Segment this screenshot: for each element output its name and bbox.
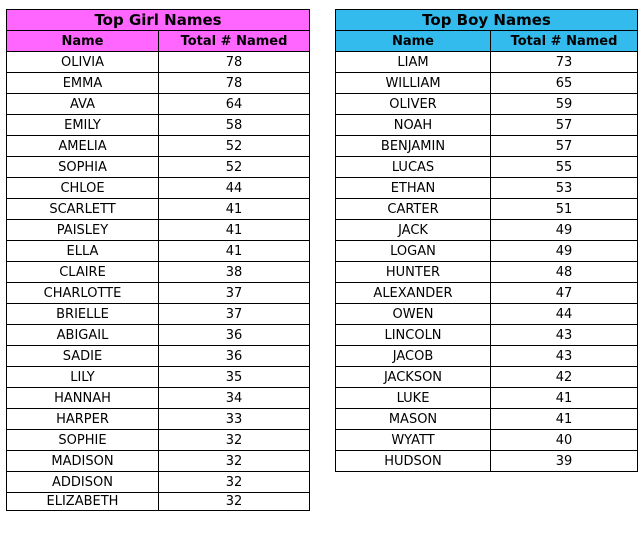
boy-names-body	[336, 52, 638, 472]
boy-name-cell: LUKE	[336, 388, 491, 409]
boy-name-cell: LOGAN	[336, 241, 491, 262]
girl-name-cell: ELLA	[7, 241, 159, 262]
girl-total-cell: 44	[159, 178, 310, 199]
girl-total-cell: 41	[159, 241, 310, 262]
boy-table-row	[336, 388, 638, 409]
boy-table-row	[336, 220, 638, 241]
girl-total-cell: 64	[159, 94, 310, 115]
boy-table-row	[336, 52, 638, 73]
girl-total-cell: 58	[159, 115, 310, 136]
boy-total-cell: 40	[491, 430, 638, 451]
girl-table-row	[7, 325, 310, 346]
girl-table-row	[7, 409, 310, 430]
girl-total-cell: 37	[159, 304, 310, 325]
girl-table-row	[7, 241, 310, 262]
girl-total-cell: 32	[159, 493, 310, 511]
boy-total-cell: 44	[491, 304, 638, 325]
boy-name-cell: HUNTER	[336, 262, 491, 283]
girl-names-table	[6, 9, 310, 511]
girl-name-cell: PAISLEY	[7, 220, 159, 241]
boy-table-row	[336, 73, 638, 94]
boy-name-cell: ALEXANDER	[336, 283, 491, 304]
boy-table-row	[336, 283, 638, 304]
boy-name-cell: JACKSON	[336, 367, 491, 388]
boy-total-cell: 57	[491, 115, 638, 136]
girl-table-row	[7, 220, 310, 241]
girl-table-row	[7, 157, 310, 178]
girl-table-row	[7, 136, 310, 157]
girl-name-cell: EMILY	[7, 115, 159, 136]
girl-total-cell: 52	[159, 157, 310, 178]
boy-table-row	[336, 304, 638, 325]
boy-total-cell: 43	[491, 325, 638, 346]
girl-table-row	[7, 115, 310, 136]
girl-name-cell: ELIZABETH	[7, 493, 159, 511]
girl-total-cell: 33	[159, 409, 310, 430]
girl-total-cell: 36	[159, 325, 310, 346]
boy-name-cell: OWEN	[336, 304, 491, 325]
girl-total-cell: 32	[159, 472, 310, 493]
girl-total-cell: 37	[159, 283, 310, 304]
boy-total-cell: 49	[491, 220, 638, 241]
girl-name-cell: HARPER	[7, 409, 159, 430]
boy-name-cell: WILLIAM	[336, 73, 491, 94]
boy-table-row	[336, 199, 638, 220]
boy-total-column-header: Total # Named	[491, 31, 638, 52]
girl-name-cell: SOPHIA	[7, 157, 159, 178]
boy-name-cell: MASON	[336, 409, 491, 430]
girl-total-cell: 41	[159, 220, 310, 241]
boy-name-cell: LUCAS	[336, 157, 491, 178]
girl-table-row	[7, 346, 310, 367]
girl-total-cell: 32	[159, 430, 310, 451]
girl-name-cell: BRIELLE	[7, 304, 159, 325]
boy-name-cell: NOAH	[336, 115, 491, 136]
girl-table-row	[7, 199, 310, 220]
boy-total-cell: 43	[491, 346, 638, 367]
boy-total-cell: 51	[491, 199, 638, 220]
girl-name-cell: LILY	[7, 367, 159, 388]
boy-names-table	[335, 9, 638, 472]
girl-table-row	[7, 178, 310, 199]
boy-name-cell: LIAM	[336, 52, 491, 73]
boy-total-cell: 57	[491, 136, 638, 157]
girl-name-cell: CHLOE	[7, 178, 159, 199]
girl-names-title: Top Girl Names	[7, 10, 310, 31]
girl-name-cell: ADDISON	[7, 472, 159, 493]
boy-table-row	[336, 451, 638, 472]
boy-table-row	[336, 157, 638, 178]
boy-total-cell: 55	[491, 157, 638, 178]
boy-name-cell: JACK	[336, 220, 491, 241]
girl-name-cell: CLAIRE	[7, 262, 159, 283]
boy-total-cell: 48	[491, 262, 638, 283]
boy-table-row	[336, 367, 638, 388]
boy-name-cell: JACOB	[336, 346, 491, 367]
girl-table-row	[7, 304, 310, 325]
girl-total-column-header: Total # Named	[159, 31, 310, 52]
boy-name-cell: LINCOLN	[336, 325, 491, 346]
boy-total-cell: 47	[491, 283, 638, 304]
girl-name-cell: ABIGAIL	[7, 325, 159, 346]
boy-table-row	[336, 136, 638, 157]
boy-total-cell: 41	[491, 409, 638, 430]
girl-table-row	[7, 430, 310, 451]
boy-total-cell: 41	[491, 388, 638, 409]
girl-name-column-header: Name	[7, 31, 159, 52]
girl-total-cell: 78	[159, 52, 310, 73]
boy-total-cell: 65	[491, 73, 638, 94]
girl-total-cell: 41	[159, 199, 310, 220]
boy-name-cell: ETHAN	[336, 178, 491, 199]
boy-name-cell: WYATT	[336, 430, 491, 451]
boy-table-row	[336, 325, 638, 346]
girl-table-row	[7, 94, 310, 115]
boy-name-cell: HUDSON	[336, 451, 491, 472]
boy-table-row	[336, 346, 638, 367]
girl-name-cell: MADISON	[7, 451, 159, 472]
boy-total-cell: 49	[491, 241, 638, 262]
girl-total-cell: 35	[159, 367, 310, 388]
girl-name-cell: SADIE	[7, 346, 159, 367]
girl-table-row	[7, 451, 310, 472]
girl-total-cell: 38	[159, 262, 310, 283]
boy-total-cell: 59	[491, 94, 638, 115]
boy-table-row	[336, 262, 638, 283]
girl-table-row	[7, 367, 310, 388]
boy-table-row	[336, 94, 638, 115]
girl-total-cell: 36	[159, 346, 310, 367]
boy-total-cell: 53	[491, 178, 638, 199]
boy-table-row	[336, 430, 638, 451]
boy-name-cell: OLIVER	[336, 94, 491, 115]
boy-table-row	[336, 115, 638, 136]
girl-name-cell: OLIVIA	[7, 52, 159, 73]
girl-table-row	[7, 73, 310, 94]
girl-table-row	[7, 472, 310, 493]
girl-name-cell: AVA	[7, 94, 159, 115]
boy-total-cell: 73	[491, 52, 638, 73]
girl-name-cell: CHARLOTTE	[7, 283, 159, 304]
girl-name-cell: EMMA	[7, 73, 159, 94]
girl-table-row	[7, 388, 310, 409]
girl-total-cell: 34	[159, 388, 310, 409]
boy-table-row	[336, 409, 638, 430]
girl-name-cell: SCARLETT	[7, 199, 159, 220]
girl-name-cell: HANNAH	[7, 388, 159, 409]
boy-table-row	[336, 241, 638, 262]
boy-table-row	[336, 178, 638, 199]
girl-table-row	[7, 262, 310, 283]
girl-table-row	[7, 52, 310, 73]
girl-name-cell: AMELIA	[7, 136, 159, 157]
boy-names-title: Top Boy Names	[336, 10, 638, 31]
boy-name-column-header: Name	[336, 31, 491, 52]
girl-total-cell: 78	[159, 73, 310, 94]
girl-table-row	[7, 283, 310, 304]
girl-table-row	[7, 493, 310, 511]
girl-name-cell: SOPHIE	[7, 430, 159, 451]
girl-names-body	[7, 52, 310, 511]
boy-name-cell: CARTER	[336, 199, 491, 220]
girl-total-cell: 32	[159, 451, 310, 472]
boy-total-cell: 39	[491, 451, 638, 472]
boy-total-cell: 42	[491, 367, 638, 388]
boy-name-cell: BENJAMIN	[336, 136, 491, 157]
girl-total-cell: 52	[159, 136, 310, 157]
